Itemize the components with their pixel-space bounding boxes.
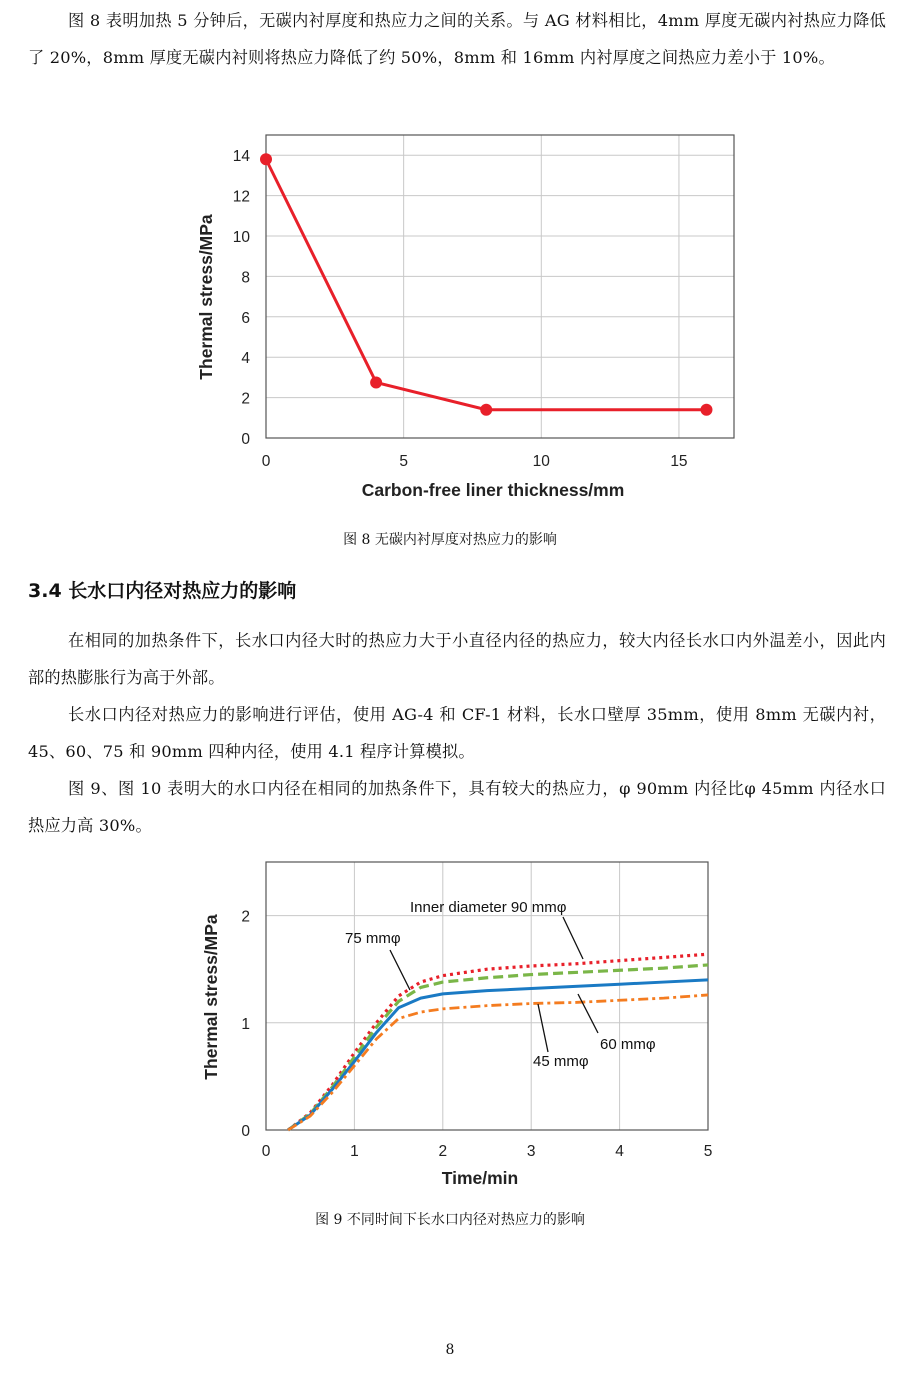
fig8-x-axis-label: Carbon-free liner thickness/mm	[361, 480, 625, 500]
fig8-y-tick-label: 10	[232, 229, 250, 246]
page-number: 8	[445, 1342, 455, 1358]
fig9-x-tick-label: 0	[261, 1143, 271, 1160]
fig9-x-axis-label: Time/min	[441, 1168, 519, 1188]
fig8-y-tick-label: 2	[241, 390, 250, 408]
paragraph-fig8-intro: 图 8 表明加热 5 分钟后，无碳内衬厚度和热应力之间的关系。与 AG 材料相比，4mm 厚度无碳内衬热应力降低了 20%，8mm 厚度无碳内衬则将热应力降低了约 50%，8mm 和 16mm 内衬厚度之间热应力差小于 10%。	[28, 11, 886, 67]
fig9-y-axis-label: Thermal stress/MPa	[201, 914, 221, 1080]
fig9-x-tick-label: 1	[350, 1143, 359, 1160]
fig9-x-tick-label: 4	[615, 1143, 624, 1160]
fig9-x-tick-label: 3	[526, 1143, 536, 1160]
fig8-x-tick-label: 0	[261, 453, 271, 470]
paragraph-fig9-intro: 图 9、图 10 表明大的水口内径在相同的加热条件下，具有较大的热应力，φ 90mm 内径比φ 45mm 内径水口热应力高 30%。	[28, 779, 886, 835]
fig9-y-tick-label: 2	[241, 908, 250, 926]
paragraph-inner-diameter-effect: 在相同的加热条件下，长水口内径大时的热应力大于小直径内径的热应力，较大内径长水口内外温差小，因此内部的热膨胀行为高于外部。	[28, 631, 886, 687]
annotation-75mm: 75 mmφ	[345, 930, 401, 947]
fig8-x-tick-label: 5	[399, 453, 408, 470]
annotation-60mm: 60 mmφ	[600, 1036, 656, 1053]
fig9-x-tick-label: 5	[703, 1143, 713, 1160]
section-heading-3-4: 3.4 长水口内径对热应力的影响	[28, 580, 297, 602]
fig9-x-tick-label: 2	[438, 1143, 448, 1160]
annotation-45mm: 45 mmφ	[533, 1053, 589, 1070]
fig8-y-tick-label: 12	[232, 188, 250, 206]
figure-8-caption: 图 8 无碳内衬厚度对热应力的影响	[343, 532, 557, 548]
fig8-y-axis-label: Thermal stress/MPa	[196, 214, 216, 380]
figure-9-caption: 图 9 不同时间下长水口内径对热应力的影响	[315, 1212, 585, 1228]
fig8-x-tick-label: 15	[670, 453, 688, 470]
paragraph-evaluation-setup: 长水口内径对热应力的影响进行评估，使用 AG-4 和 CF-1 材料，长水口壁厚 35mm，使用 8mm 无碳内衬，45、60、75 和 90mm 四种内径，使用 4.1 程序计算模拟。	[28, 705, 886, 761]
fig9-y-tick-label: 0	[241, 1123, 250, 1140]
fig9-y-tick-label: 1	[241, 1015, 250, 1033]
fig8-y-tick-label: 14	[232, 148, 250, 166]
fig8-y-tick-label: 6	[241, 309, 250, 327]
fig8-x-tick-label: 10	[532, 453, 550, 470]
fig8-y-tick-label: 4	[241, 350, 250, 368]
fig8-y-tick-label: 0	[241, 431, 250, 448]
fig8-y-tick-label: 8	[241, 269, 250, 287]
annotation-90mm: Inner diameter 90 mmφ	[410, 899, 567, 916]
